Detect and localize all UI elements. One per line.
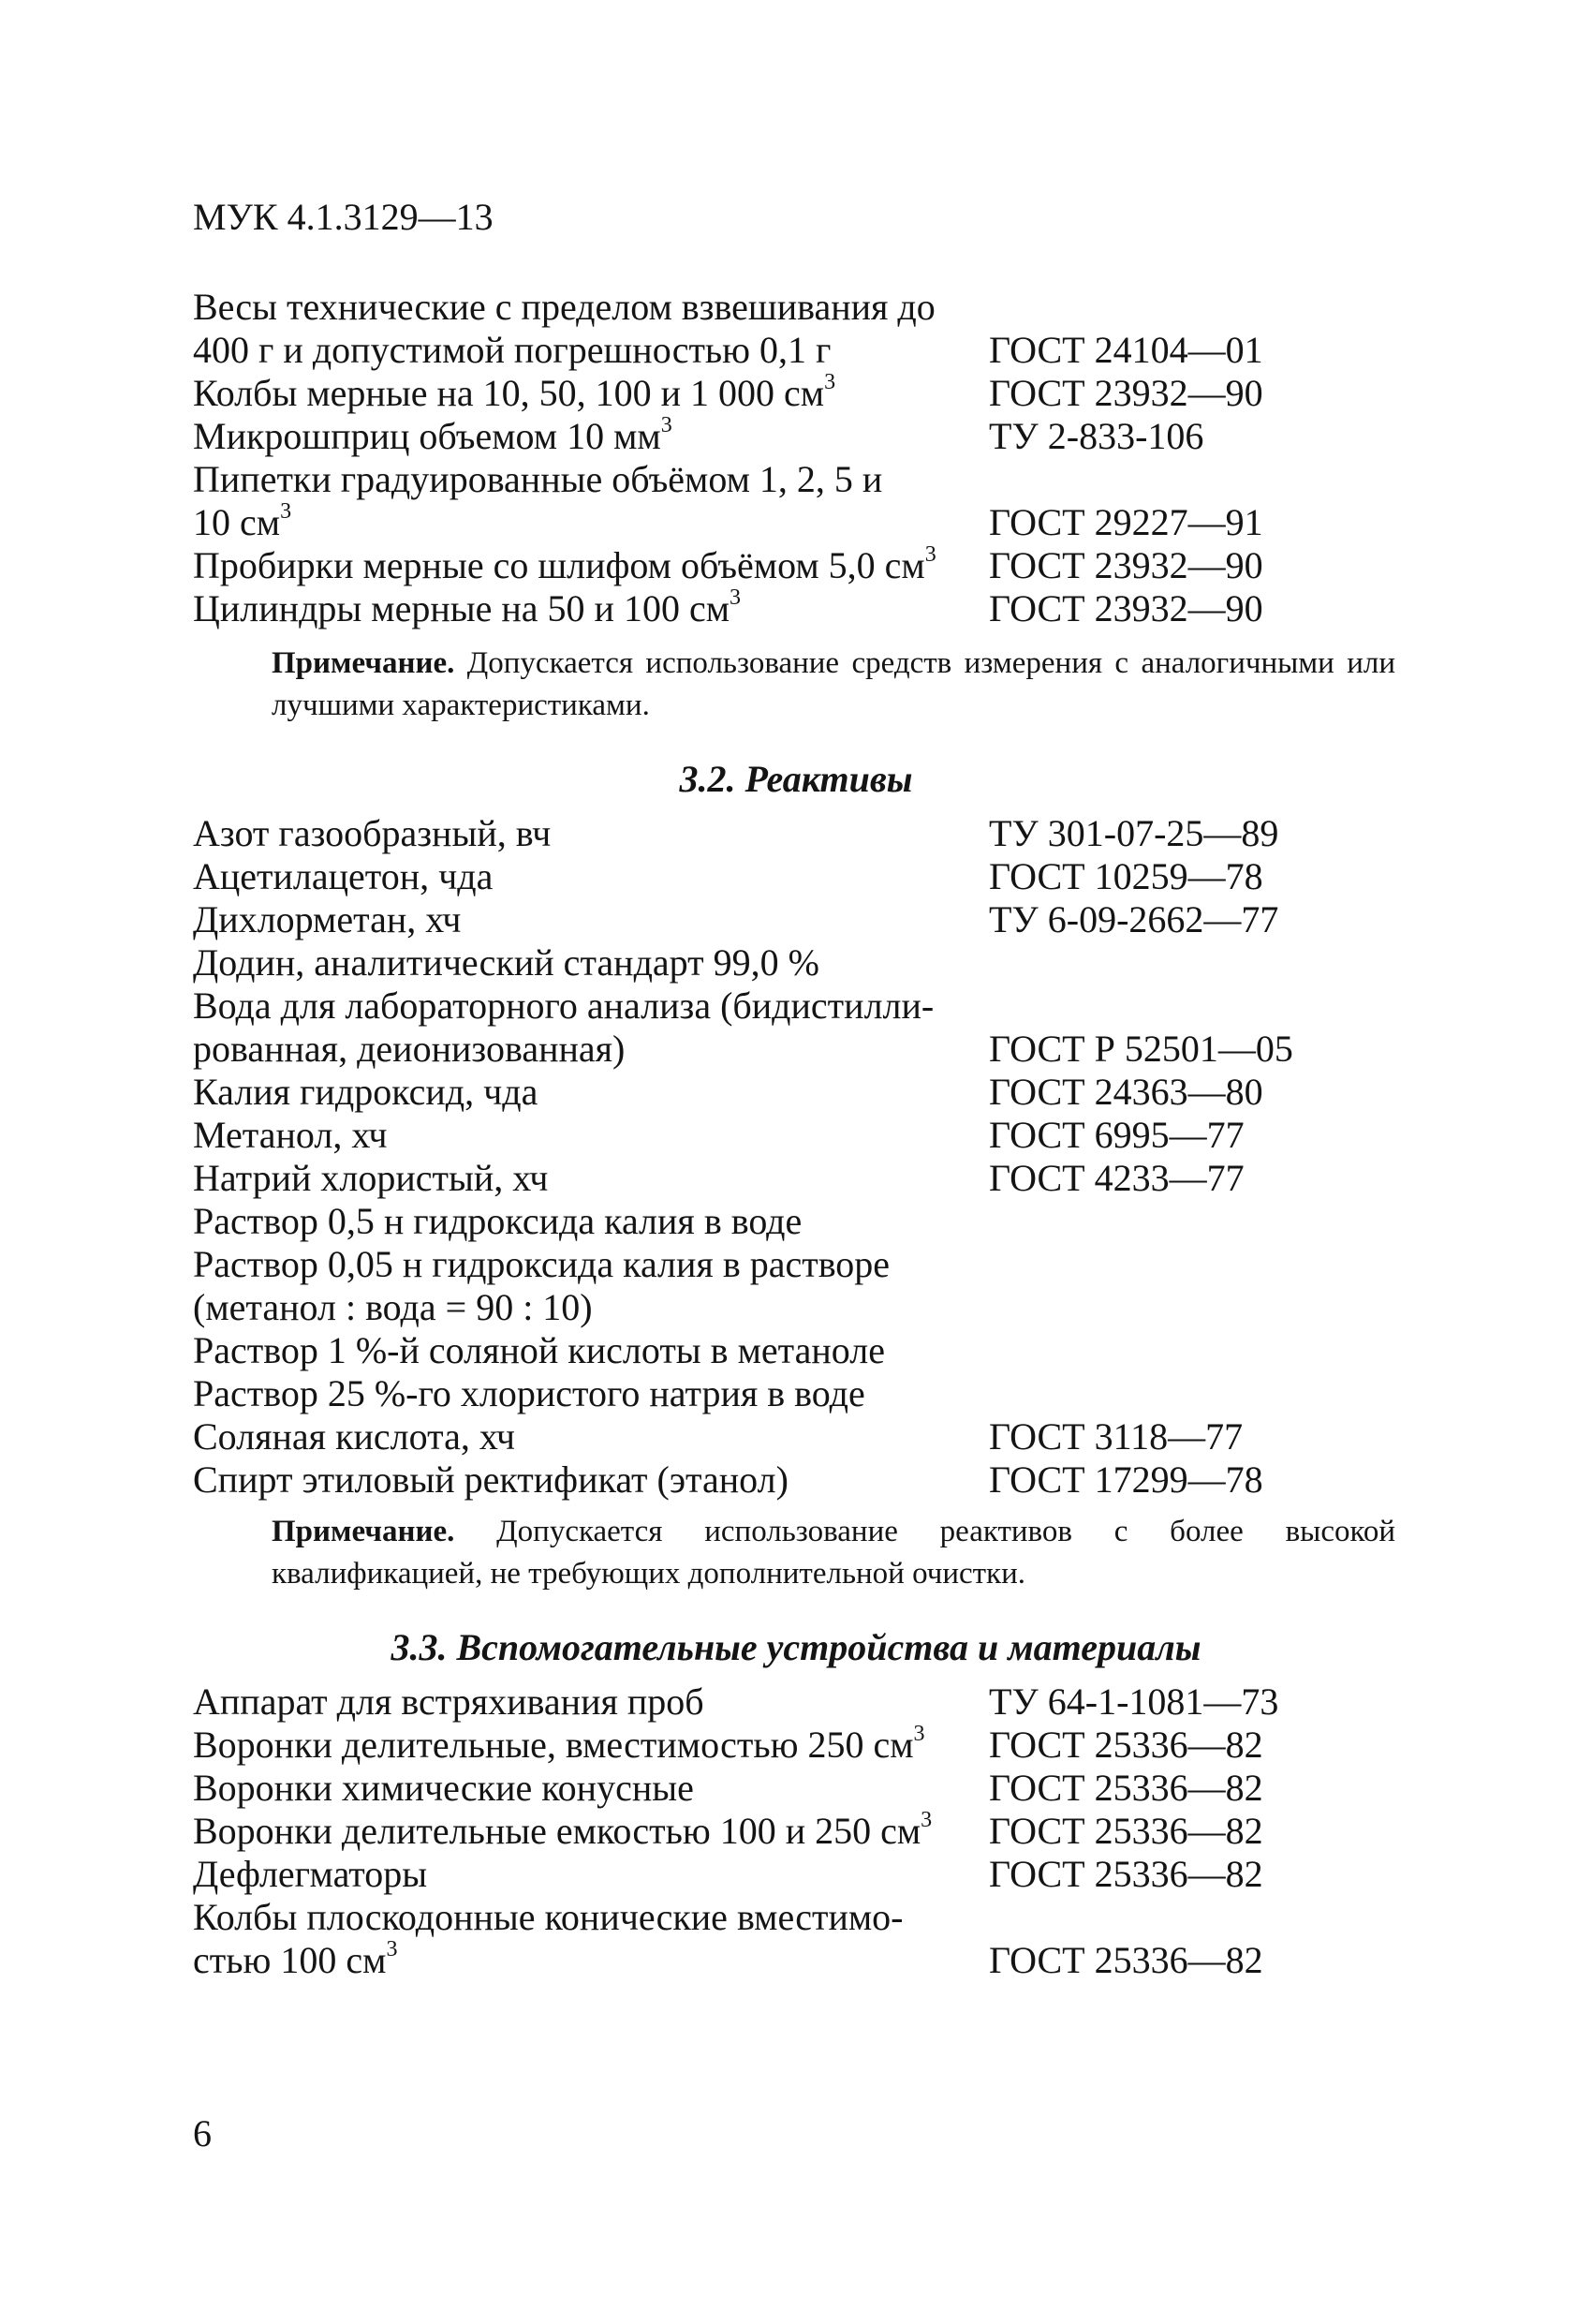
item-name: Колбы плоскодонные конические вместимо- [193,1896,904,1938]
item-name: Соляная кислота, хч [193,1415,515,1458]
list-item [193,855,1410,898]
item-name: Дихлорметан, хч [193,898,462,940]
note-paragraph [272,1511,1395,1595]
item-name: Раствор 1 %-й соляной кислоты в метаноле [193,1329,885,1371]
list-item [193,412,1410,458]
item-standard: ГОСТ 29227—91 [989,501,1263,543]
list-item [193,1853,1410,1896]
item-standard: ГОСТ 24104—01 [989,329,1263,371]
item-name: Колбы мерные на 10, 50, 100 и 1 000 см [193,372,825,414]
item-name: Додин, аналитический стандарт 99,0 % [193,941,819,984]
note-text: Допускается использование средств измерения с аналогичными или лучшими характеристиками. [272,646,1395,722]
item-name: Аппарат для встряхивания проб [193,1680,704,1723]
item-standard: ГОСТ 25336—82 [989,1724,1263,1766]
item-standard: ГОСТ 25336—82 [989,1939,1263,1981]
list-item [193,498,1410,544]
item-name: Пипетки градуированные объёмом 1, 2, 5 и [193,458,883,500]
item-name: стью 100 см [193,1939,387,1981]
list-item [193,984,1410,1028]
item-name: Воронки делительные, вместимостью 250 см [193,1724,914,1766]
section-title: 3.2. Реактивы [679,758,913,800]
list-item [193,941,1410,984]
list-item [193,1680,1410,1724]
item-standard: ГОСТ 23932—90 [989,372,1263,414]
item-name: Воронки химические конусные [193,1767,694,1809]
item-name: Метанол, хч [193,1114,388,1156]
list-item [193,1767,1410,1810]
list-item [193,1329,1410,1372]
list-item [193,458,1410,501]
item-name: Раствор 0,05 н гидроксида калия в растворе [193,1243,891,1285]
item-standard: ТУ 2-833-106 [989,415,1204,457]
item-name: Азот газообразный, вч [193,812,552,854]
item-name: Вода для лабораторного анализа (бидистилли- [193,984,935,1027]
item-standard: ГОСТ 4233—77 [989,1157,1245,1199]
list-item [193,1200,1410,1243]
item-standard: ГОСТ 25336—82 [989,1810,1263,1852]
reagents-list [193,812,1410,1502]
superscript: 3 [660,412,672,437]
item-standard: ГОСТ 3118—77 [989,1415,1244,1458]
item-standard: ТУ 301-07-25—89 [989,812,1279,854]
list-item [193,1936,1410,1982]
superscript: 3 [913,1721,925,1746]
item-standard: ГОСТ 23932—90 [989,544,1263,586]
page-number: 6 [193,2112,212,2154]
list-item [193,1157,1410,1200]
list-item [193,1071,1410,1114]
item-standard: ГОСТ Р 52501—05 [989,1028,1293,1070]
superscript: 3 [386,1936,398,1961]
note-text: Допускается использование реактивов с более высокой квалификацией, не требующих дополнительной очистки. [272,1515,1395,1591]
list-item [193,1372,1410,1415]
item-standard: ГОСТ 17299—78 [989,1458,1263,1501]
document-header: МУК 4.1.3129—13 [193,196,494,238]
item-standard: ГОСТ 25336—82 [989,1853,1263,1895]
list-item [193,1721,1410,1767]
list-item [193,1807,1410,1853]
item-name: Микрошприц объемом 10 мм [193,415,661,457]
section-title: 3.3. Вспомогательные устройства и материалы [391,1626,1201,1668]
item-name: 400 г и допустимой погрешностью 0,1 г [193,329,832,371]
list-item [193,1243,1410,1286]
superscript: 3 [921,1807,933,1832]
item-standard: ГОСТ 6995—77 [989,1114,1245,1156]
list-item [193,1114,1410,1157]
list-item [193,587,1410,630]
item-name: (метанол : вода = 90 : 10) [193,1286,593,1328]
list-item [193,541,1410,587]
item-standard: ГОСТ 25336—82 [989,1767,1263,1809]
instruments-list [193,286,1410,630]
item-name: Спирт этиловый ректификат (этанол) [193,1458,789,1501]
item-name: рованная, деионизованная) [193,1028,626,1070]
item-name: Натрий хлористый, хч [193,1157,549,1199]
list-item [193,812,1410,855]
superscript: 3 [924,541,936,567]
item-name: Ацетилацетон, чда [193,855,494,897]
superscript: 3 [280,498,292,524]
note-paragraph [272,643,1395,727]
item-name: Пробирки мерные со шлифом объёмом 5,0 см [193,544,925,586]
list-item [193,369,1410,415]
superscript: 3 [824,369,836,394]
item-standard: ТУ 6-09-2662—77 [989,898,1279,940]
item-name: Воронки делительные емкостью 100 и 250 см [193,1810,921,1852]
note-label: Примечание. [272,1515,455,1548]
item-standard: ТУ 64-1-1081—73 [989,1680,1279,1723]
item-standard: ГОСТ 23932—90 [989,587,1263,629]
list-item [193,1415,1410,1458]
item-name: Весы технические с пределом взвешивания до [193,286,936,328]
item-name: Раствор 0,5 н гидроксида калия в воде [193,1200,803,1242]
list-item [193,898,1410,941]
list-item [193,1896,1410,1939]
list-item [193,1028,1410,1071]
list-item [193,1286,1410,1329]
item-name: 10 см [193,501,281,543]
item-standard: ГОСТ 24363—80 [989,1071,1263,1113]
superscript: 3 [730,585,742,610]
item-standard: ГОСТ 10259—78 [989,855,1263,897]
item-name: Раствор 25 %-го хлористого натрия в воде [193,1372,865,1414]
list-item [193,286,1410,329]
note-label: Примечание. [272,646,455,680]
item-name: Калия гидроксид, чда [193,1071,538,1113]
list-item [193,329,1410,372]
item-name: Дефлегматоры [193,1853,428,1895]
list-item [193,1458,1410,1502]
item-name: Цилиндры мерные на 50 и 100 см [193,587,730,629]
auxiliary-list [193,1680,1410,1982]
